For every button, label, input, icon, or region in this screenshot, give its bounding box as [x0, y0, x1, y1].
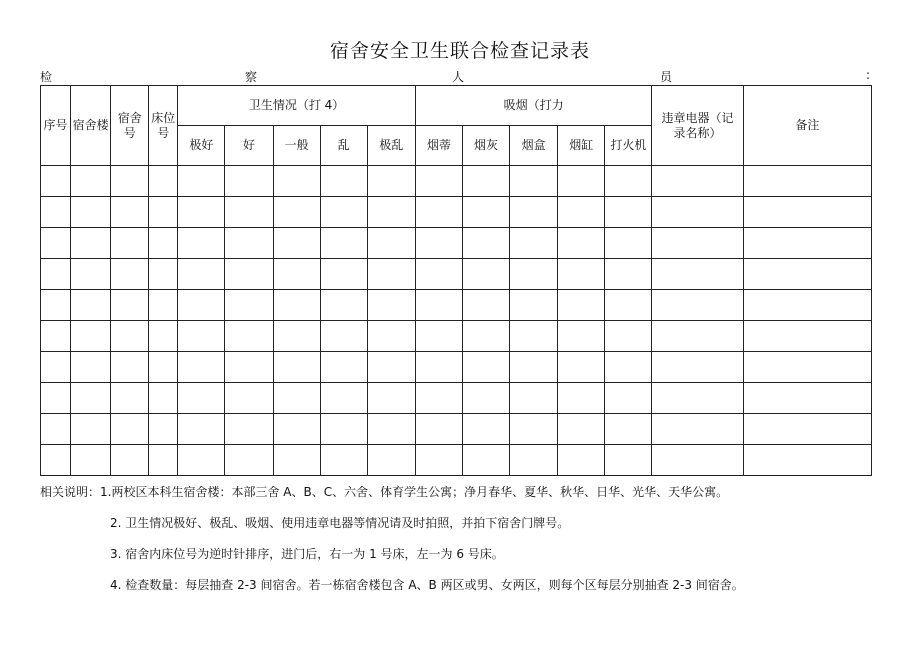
table-cell[interactable] [71, 383, 111, 414]
header-smoking-butts: 烟蒂 [415, 126, 462, 166]
table-cell[interactable] [225, 321, 273, 352]
header-smoking-ashtray: 烟缸 [558, 126, 605, 166]
table-row [41, 445, 872, 476]
table-cell[interactable] [510, 414, 558, 445]
table-cell[interactable] [558, 290, 605, 321]
table-cell[interactable] [558, 166, 605, 197]
table-cell[interactable] [178, 414, 225, 445]
table-cell[interactable] [463, 414, 510, 445]
table-cell[interactable] [149, 445, 178, 476]
table-cell[interactable] [41, 166, 71, 197]
table-cell[interactable] [273, 321, 320, 352]
table-cell[interactable] [178, 445, 225, 476]
table-cell[interactable] [743, 383, 871, 414]
header-hygiene-good: 好 [225, 126, 273, 166]
table-cell[interactable] [41, 259, 71, 290]
table-cell[interactable] [149, 259, 178, 290]
inspector-char-2: 察 [245, 70, 258, 84]
table-cell[interactable] [605, 445, 652, 476]
table-cell[interactable] [605, 321, 652, 352]
table-cell[interactable] [111, 445, 149, 476]
table-cell[interactable] [367, 259, 415, 290]
table-cell[interactable] [111, 166, 149, 197]
table-cell[interactable] [178, 352, 225, 383]
table-cell[interactable] [415, 383, 462, 414]
table-cell[interactable] [71, 259, 111, 290]
table-cell[interactable] [652, 414, 743, 445]
table-cell[interactable] [652, 197, 743, 228]
table-row [41, 228, 872, 259]
table-cell[interactable] [367, 383, 415, 414]
table-cell[interactable] [71, 352, 111, 383]
table-row [41, 383, 872, 414]
table-cell[interactable] [652, 166, 743, 197]
table-cell[interactable] [510, 321, 558, 352]
table-cell[interactable] [605, 414, 652, 445]
table-cell[interactable] [652, 259, 743, 290]
table-cell[interactable] [367, 445, 415, 476]
table-cell[interactable] [743, 166, 871, 197]
table-cell[interactable] [41, 228, 71, 259]
table-cell[interactable] [463, 197, 510, 228]
note-4-text: . 检查数量：每层抽查 2-3 间宿舍。若一栋宿舍楼包含 A、B 两区或男、女两区，则每个区每层分别抽查 2-3 间宿舍。 [117, 578, 744, 592]
table-cell[interactable] [463, 383, 510, 414]
table-cell[interactable] [558, 197, 605, 228]
inspector-char-3: 人 [452, 70, 465, 84]
table-cell[interactable] [463, 228, 510, 259]
table-cell[interactable] [605, 352, 652, 383]
table-cell[interactable] [558, 259, 605, 290]
table-cell[interactable] [225, 197, 273, 228]
table-cell[interactable] [320, 228, 367, 259]
table-cell[interactable] [510, 352, 558, 383]
table-cell[interactable] [652, 445, 743, 476]
table-cell[interactable] [225, 352, 273, 383]
header-hygiene-excellent: 极好 [178, 126, 225, 166]
table-cell[interactable] [510, 259, 558, 290]
header-hygiene-messy: 乱 [320, 126, 367, 166]
table-cell[interactable] [415, 228, 462, 259]
table-cell[interactable] [652, 228, 743, 259]
table-cell[interactable] [273, 290, 320, 321]
table-cell[interactable] [415, 197, 462, 228]
table-cell[interactable] [743, 414, 871, 445]
table-row [41, 290, 872, 321]
table-cell[interactable] [111, 259, 149, 290]
header-appliance: 违章电器（记录名称） [652, 86, 743, 166]
table-cell[interactable] [41, 414, 71, 445]
inspector-char-4: 员 [660, 70, 673, 84]
table-cell[interactable] [273, 445, 320, 476]
table-cell[interactable] [149, 321, 178, 352]
table-cell[interactable] [71, 445, 111, 476]
table-cell[interactable] [743, 352, 871, 383]
table-cell[interactable] [320, 197, 367, 228]
table-cell[interactable] [178, 228, 225, 259]
header-smoking-pack: 烟盒 [510, 126, 558, 166]
table-cell[interactable] [743, 259, 871, 290]
table-cell[interactable] [273, 228, 320, 259]
table-cell[interactable] [743, 321, 871, 352]
table-cell[interactable] [558, 321, 605, 352]
table-cell[interactable] [225, 228, 273, 259]
table-cell[interactable] [71, 290, 111, 321]
header-hygiene-average: 一般 [273, 126, 320, 166]
table-cell[interactable] [149, 383, 178, 414]
table-cell[interactable] [320, 352, 367, 383]
table-cell[interactable] [558, 383, 605, 414]
table-cell[interactable] [367, 290, 415, 321]
table-cell[interactable] [273, 352, 320, 383]
table-cell[interactable] [225, 166, 273, 197]
table-cell[interactable] [605, 259, 652, 290]
table-cell[interactable] [367, 352, 415, 383]
table-cell[interactable] [415, 166, 462, 197]
table-cell[interactable] [225, 290, 273, 321]
table-row [41, 259, 872, 290]
table-cell[interactable] [178, 321, 225, 352]
table-cell[interactable] [415, 352, 462, 383]
table-cell[interactable] [320, 445, 367, 476]
note-2-text: . 卫生情况极好、极乱、吸烟、使用违章电器等情况请及时拍照，并拍下宿舍门牌号。 [117, 516, 570, 530]
table-cell[interactable] [652, 352, 743, 383]
table-cell[interactable] [652, 383, 743, 414]
note-2-number: 2 [110, 516, 118, 530]
table-cell[interactable] [415, 321, 462, 352]
table-cell[interactable] [415, 445, 462, 476]
table-cell[interactable] [41, 445, 71, 476]
table-cell[interactable] [463, 321, 510, 352]
table-cell[interactable] [178, 197, 225, 228]
page-title: 宿舍安全卫生联合检查记录表 [329, 40, 590, 62]
table-cell[interactable] [178, 290, 225, 321]
table-cell[interactable] [273, 383, 320, 414]
table-cell[interactable] [111, 228, 149, 259]
table-cell[interactable] [41, 321, 71, 352]
table-cell[interactable] [558, 352, 605, 383]
table-cell[interactable] [320, 166, 367, 197]
table-cell[interactable] [367, 414, 415, 445]
note-3-number: 3 [110, 547, 118, 561]
table-cell[interactable] [743, 197, 871, 228]
table-cell[interactable] [320, 321, 367, 352]
header-seq: 序号 [41, 86, 71, 166]
table-cell[interactable] [225, 383, 273, 414]
table-cell[interactable] [149, 414, 178, 445]
note-3-text: . 宿舍内床位号为逆时针排序，进门后，右一为 1 号床，左一为 6 号床。 [117, 547, 504, 561]
header-smoking-lighter: 打火机 [605, 126, 652, 166]
table-cell[interactable] [652, 290, 743, 321]
table-cell[interactable] [71, 321, 111, 352]
header-smoking-ash: 烟灰 [463, 126, 510, 166]
table-cell[interactable] [225, 445, 273, 476]
table-cell[interactable] [415, 290, 462, 321]
table-cell[interactable] [111, 321, 149, 352]
table-cell[interactable] [320, 383, 367, 414]
table-cell[interactable] [558, 445, 605, 476]
table-cell[interactable] [273, 414, 320, 445]
table-cell[interactable] [149, 352, 178, 383]
inspector-line [40, 68, 872, 84]
inspection-table [40, 85, 872, 476]
table-cell[interactable] [225, 259, 273, 290]
table-cell[interactable] [652, 321, 743, 352]
table-cell[interactable] [149, 228, 178, 259]
table-cell[interactable] [41, 352, 71, 383]
table-cell[interactable] [149, 197, 178, 228]
table-cell[interactable] [743, 228, 871, 259]
table-cell[interactable] [605, 383, 652, 414]
note-4 [110, 576, 744, 593]
table-cell[interactable] [111, 290, 149, 321]
table-cell[interactable] [463, 352, 510, 383]
table-cell[interactable] [510, 228, 558, 259]
table-cell[interactable] [510, 445, 558, 476]
table-row [41, 166, 872, 197]
table-cell[interactable] [743, 290, 871, 321]
table-cell[interactable] [178, 259, 225, 290]
header-hygiene-group: 卫生情况（打 4） [178, 86, 416, 126]
note-1-number: 1. [100, 485, 112, 499]
header-room: 宿舍号 [111, 86, 149, 166]
table-cell[interactable] [510, 166, 558, 197]
table-cell[interactable] [178, 166, 225, 197]
table-cell[interactable] [71, 166, 111, 197]
note-4-number: 4 [110, 578, 118, 592]
header-bed: 床位号 [149, 86, 178, 166]
header-smoking-group: 吸烟（打力 [415, 86, 652, 126]
inspector-char-1: 检 [40, 70, 53, 84]
table-cell[interactable] [463, 166, 510, 197]
table-cell[interactable] [463, 445, 510, 476]
table-cell[interactable] [605, 228, 652, 259]
table-row [41, 414, 872, 445]
table-cell[interactable] [510, 197, 558, 228]
note-1-text: 两校区本科生宿舍楼：本部三舍 A、B、C、六舍、体育学生公寓；净月春华、夏华、秋华、日华、光华、天华公寓。 [111, 485, 729, 499]
table-cell[interactable] [367, 166, 415, 197]
table-cell[interactable] [320, 414, 367, 445]
table-cell[interactable] [367, 321, 415, 352]
table-cell[interactable] [558, 414, 605, 445]
table-cell[interactable] [415, 414, 462, 445]
table-cell[interactable] [367, 197, 415, 228]
table-cell[interactable] [71, 228, 111, 259]
table-row [41, 321, 872, 352]
table-row [41, 197, 872, 228]
table-cell[interactable] [273, 259, 320, 290]
notes-prefix: 相关说明： [40, 485, 101, 499]
table-cell[interactable] [320, 290, 367, 321]
note-1 [40, 483, 728, 500]
table-cell[interactable] [149, 290, 178, 321]
table-cell[interactable] [71, 414, 111, 445]
header-hygiene-very-messy: 极乱 [367, 126, 415, 166]
table-cell[interactable] [149, 166, 178, 197]
table-cell[interactable] [273, 166, 320, 197]
table-cell[interactable] [605, 166, 652, 197]
table-cell[interactable] [71, 197, 111, 228]
inspector-colon: : [866, 68, 871, 82]
table-cell[interactable] [41, 290, 71, 321]
table-cell[interactable] [605, 197, 652, 228]
table-cell[interactable] [320, 259, 367, 290]
table-cell[interactable] [415, 259, 462, 290]
table-cell[interactable] [743, 445, 871, 476]
header-building: 宿舍楼 [71, 86, 111, 166]
table-cell[interactable] [367, 228, 415, 259]
note-2 [110, 514, 569, 531]
table-cell[interactable] [111, 383, 149, 414]
table-row [41, 352, 872, 383]
table-cell[interactable] [178, 383, 225, 414]
table-cell[interactable] [225, 414, 273, 445]
table-cell[interactable] [605, 290, 652, 321]
table-cell[interactable] [41, 383, 71, 414]
table-cell[interactable] [41, 197, 71, 228]
table-cell[interactable] [510, 383, 558, 414]
table-cell[interactable] [111, 197, 149, 228]
table-cell[interactable] [510, 290, 558, 321]
note-3 [110, 545, 504, 562]
table-cell[interactable] [111, 352, 149, 383]
table-cell[interactable] [273, 197, 320, 228]
table-cell[interactable] [558, 228, 605, 259]
table-cell[interactable] [463, 290, 510, 321]
table-cell[interactable] [463, 259, 510, 290]
table-cell[interactable] [111, 414, 149, 445]
header-remark: 备注 [743, 86, 871, 166]
